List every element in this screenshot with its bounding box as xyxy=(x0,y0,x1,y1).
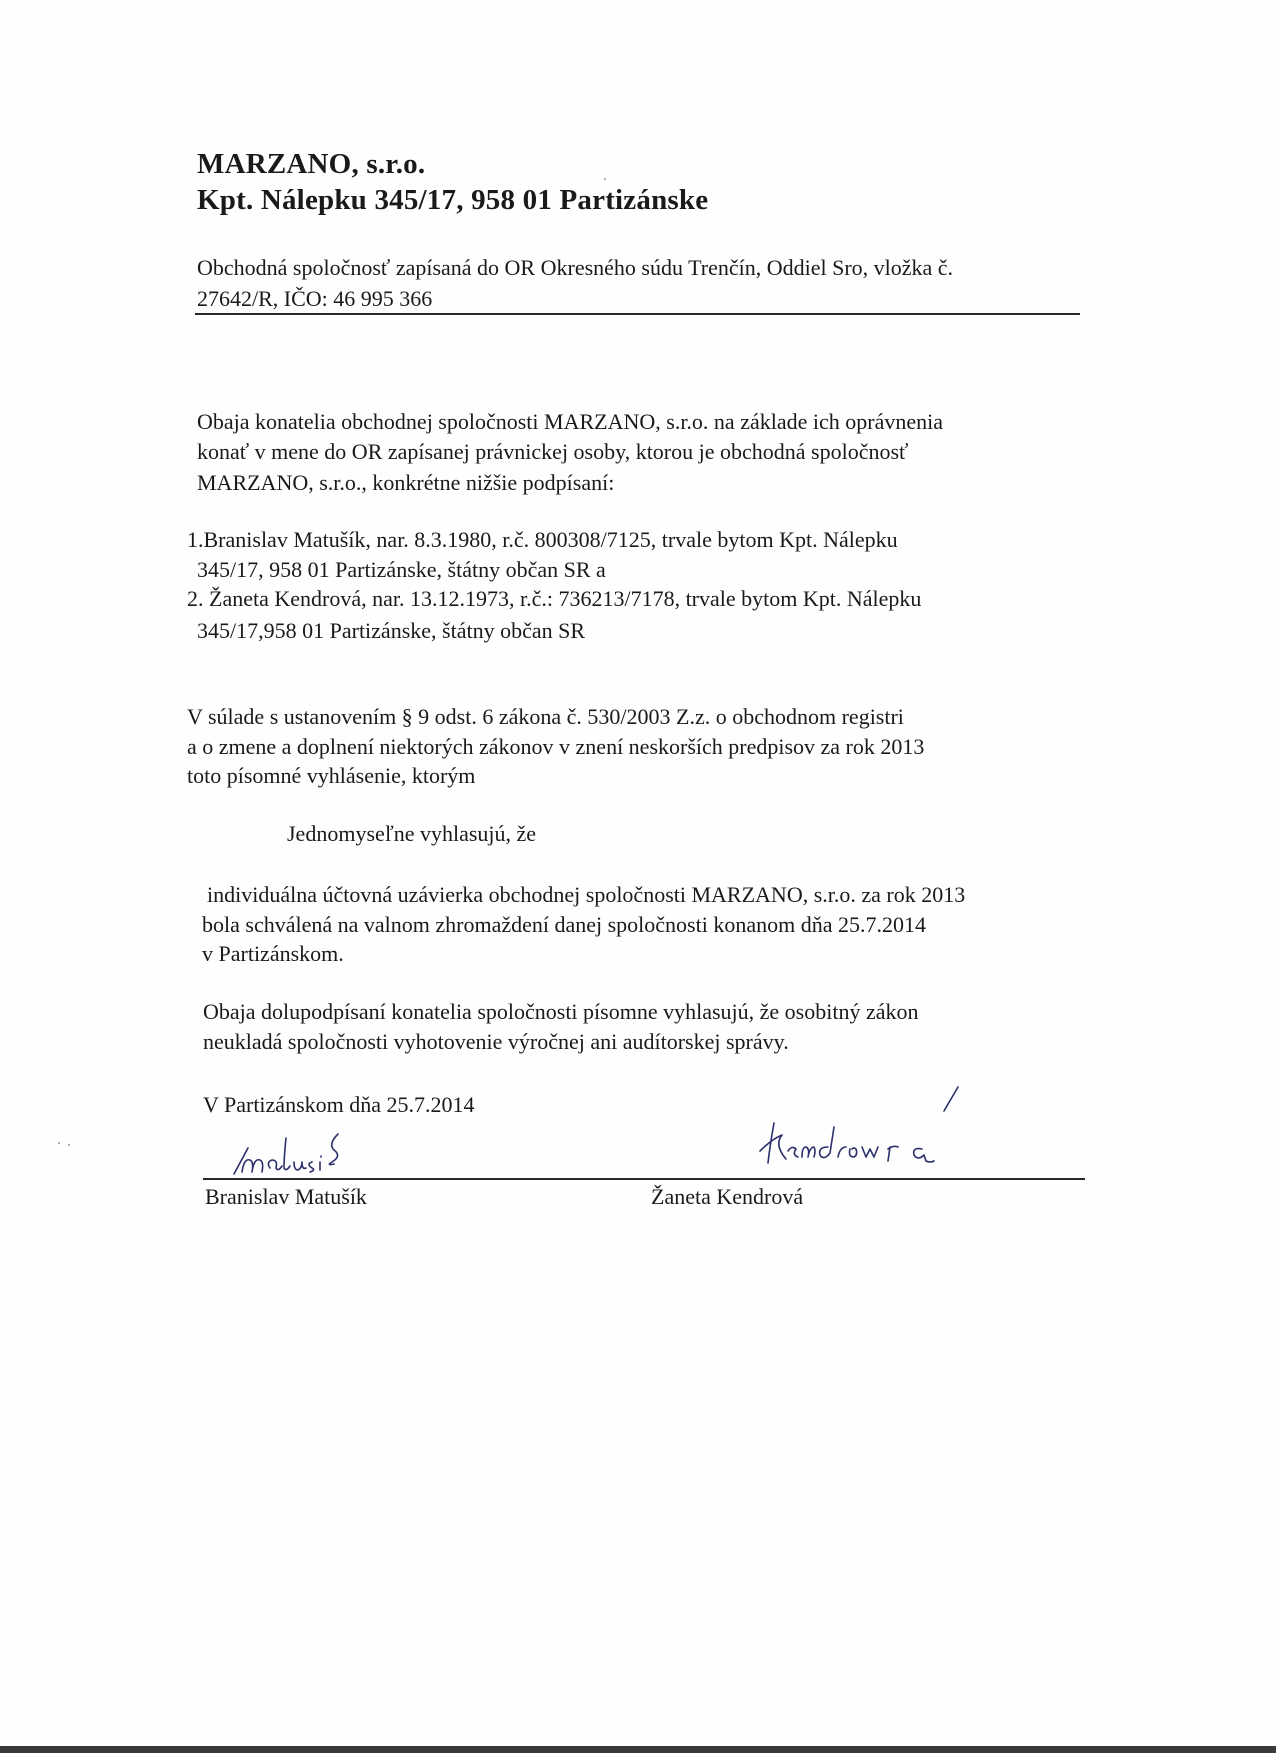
scan-bottom-edge xyxy=(0,1746,1276,1753)
signature-line xyxy=(203,1178,1085,1180)
scan-speck xyxy=(604,178,606,180)
header-divider xyxy=(195,313,1080,315)
signature-right xyxy=(752,1085,962,1175)
signature-left xyxy=(228,1128,408,1184)
approval-line-1: individuálna účtovná uzávierka obchodnej spoločnosti MARZANO, s.r.o. za rok 2013 xyxy=(207,882,966,907)
intro-line-3: MARZANO, s.r.o., konkrétne nižšie podpísaní: xyxy=(197,470,615,495)
approval-line-2: bola schválená na valnom zhromaždení danej spoločnosti konanom dňa 25.7.2014 xyxy=(202,912,926,937)
company-address: Kpt. Nálepku 345/17, 958 01 Partizánske xyxy=(197,184,709,216)
statement-line-1: Obaja dolupodpísaní konatelia spoločnosti písomne vyhlasujú, že osobitný zákon xyxy=(203,999,919,1024)
legal-line-1: V súlade s ustanovením § 9 odst. 6 zákona č. 530/2003 Z.z. o obchodnom registri xyxy=(187,704,904,729)
approval-line-3: v Partizánskom. xyxy=(202,941,344,966)
person-line-2: 345/17, 958 01 Partizánske, štátny občan SR a xyxy=(197,557,606,582)
legal-line-3: toto písomné vyhlásenie, ktorým xyxy=(187,763,476,788)
intro-line-2: konať v mene do OR zapísanej právnickej osoby, ktorou je obchodná spoločnosť xyxy=(197,439,909,464)
statement-line-2: neukladá spoločnosti vyhotovenie výročnej ani audítorskej správy. xyxy=(203,1029,789,1054)
place-date: V Partizánskom dňa 25.7.2014 xyxy=(203,1092,475,1117)
declaration-line: Jednomyseľne vyhlasujú, že xyxy=(287,821,537,846)
signatory-left-name: Branislav Matušík xyxy=(205,1184,367,1209)
signatory-right-name: Žaneta Kendrová xyxy=(651,1184,804,1209)
registration-line-2: 27642/R, IČO: 46 995 366 xyxy=(197,286,433,311)
person-line-4: 345/17,958 01 Partizánske, štátny občan SR xyxy=(197,618,586,643)
scan-speck xyxy=(58,1142,60,1144)
registration-line-1: Obchodná spoločnosť zapísaná do OR Okresného súdu Trenčín, Oddiel Sro, vložka č. xyxy=(197,255,954,280)
company-name: MARZANO, s.r.o. xyxy=(197,148,426,180)
legal-line-2: a o zmene a doplnení niektorých zákonov v znení neskorších predpisov za rok 2013 xyxy=(187,734,925,759)
person-line-3: 2. Žaneta Kendrová, nar. 13.12.1973, r.č.: 736213/7178, trvale bytom Kpt. Nálepku xyxy=(187,586,922,611)
person-line-1: 1.Branislav Matušík, nar. 8.3.1980, r.č. 800308/7125, trvale bytom Kpt. Nálepku xyxy=(187,527,898,552)
scan-speck xyxy=(68,1144,70,1146)
intro-line-1: Obaja konatelia obchodnej spoločnosti MARZANO, s.r.o. na základe ich oprávnenia xyxy=(197,409,943,434)
